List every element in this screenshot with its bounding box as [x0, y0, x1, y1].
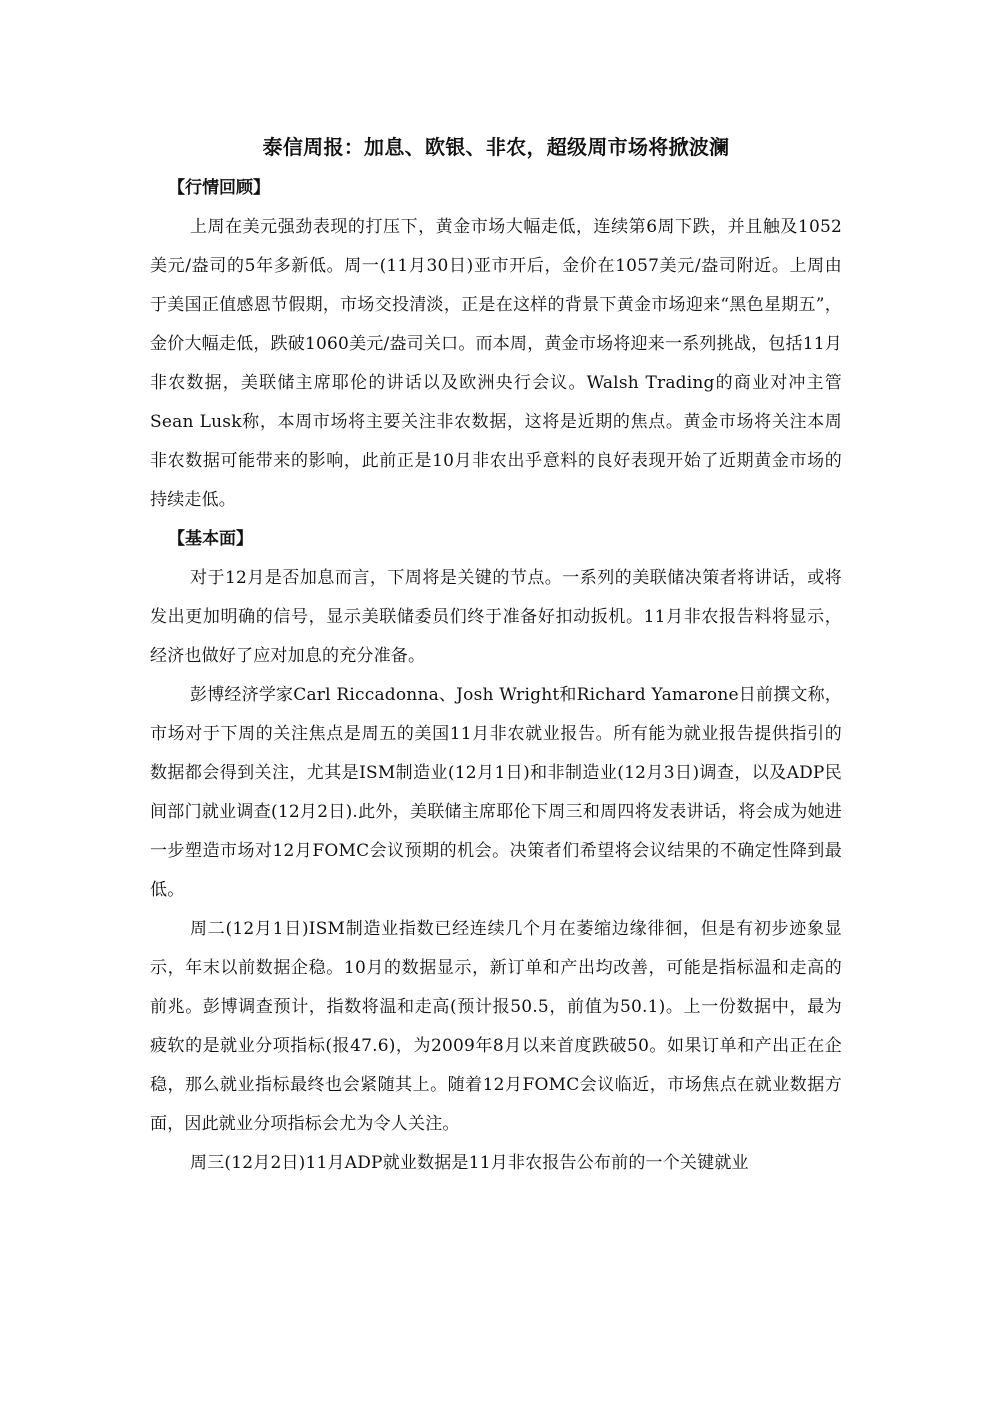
section-market-review: [150, 169, 842, 520]
section-heading-market-review: 【行情回顾】: [168, 178, 270, 198]
document-title: 泰信周报：加息、欧银、非农，超级周市场将掀波澜: [262, 135, 730, 159]
fundamentals-paragraph-4: 周三(12月2日)11月ADP就业数据是11月非农报告公布前的一个关键就业: [190, 1153, 749, 1173]
market-review-paragraph: 上周在美元强劲表现的打压下，黄金市场大幅走低，连续第6周下跌，并且触及1052美元/盎司的5年多新低。周一(11月30日)亚市开后，金价在1057美元/盎司附近。上周由于美国正值感恩节假期，市场交投清淡，正是在这样的背景下黄金市场迎来“黑色星期五”，金价大幅走低，跌破1060美元/盎司关口。而本周，黄金市场将迎来一系列挑战，包括11月非农数据，美联储主席耶伦的讲话以及欧洲央行会议。Walsh Trading的商业对冲主管Sean Lusk称，本周市场将主要关注非农数据，这将是近期的焦点。黄金市场将关注本周非农数据可能带来的影响，此前正是10月非农出乎意料的良好表现开始了近期黄金市场的持续走低。: [150, 217, 842, 510]
section-fundamentals: [150, 520, 842, 1183]
fundamentals-paragraph-2: 彭博经济学家Carl Riccadonna、Josh Wright和Richard Yamarone日前撰文称，市场对于下周的关注焦点是周五的美国11月非农就业报告。所有能为就业报告提供指引的数据都会得到关注，尤其是ISM制造业(12月1日)和非制造业(12月3日)调查，以及ADP民间部门就业调查(12月2日).此外，美联储主席耶伦下周三和周四将发表讲话，将会成为她进一步塑造市场对12月FOMC会议预期的机会。决策者们希望将会议结果的不确定性降到最低。: [150, 685, 842, 900]
document-page: [150, 125, 842, 1183]
fundamentals-paragraph-1: 对于12月是否加息而言，下周将是关键的节点。一系列的美联储决策者将讲话，或将发出更加明确的信号，显示美联储委员们终于准备好扣动扳机。11月非农报告料将显示，经济也做好了应对加息的充分准备。: [150, 568, 842, 666]
fundamentals-paragraph-3: 周二(12月1日)ISM制造业指数已经连续几个月在萎缩边缘徘徊，但是有初步迹象显示，年末以前数据企稳。10月的数据显示，新订单和产出均改善，可能是指标温和走高的前兆。彭博调查预计，指数将温和走高(预计报50.5，前值为50.1)。上一份数据中，最为疲软的是就业分项指标(报47.6)，为2009年8月以来首度跌破50。如果订单和产出正在企稳，那么就业指标最终也会紧随其上。随着12月FOMC会议临近，市场焦点在就业数据方面，因此就业分项指标会尤为令人关注。: [150, 919, 842, 1134]
section-heading-fundamentals: 【基本面】: [168, 529, 253, 549]
